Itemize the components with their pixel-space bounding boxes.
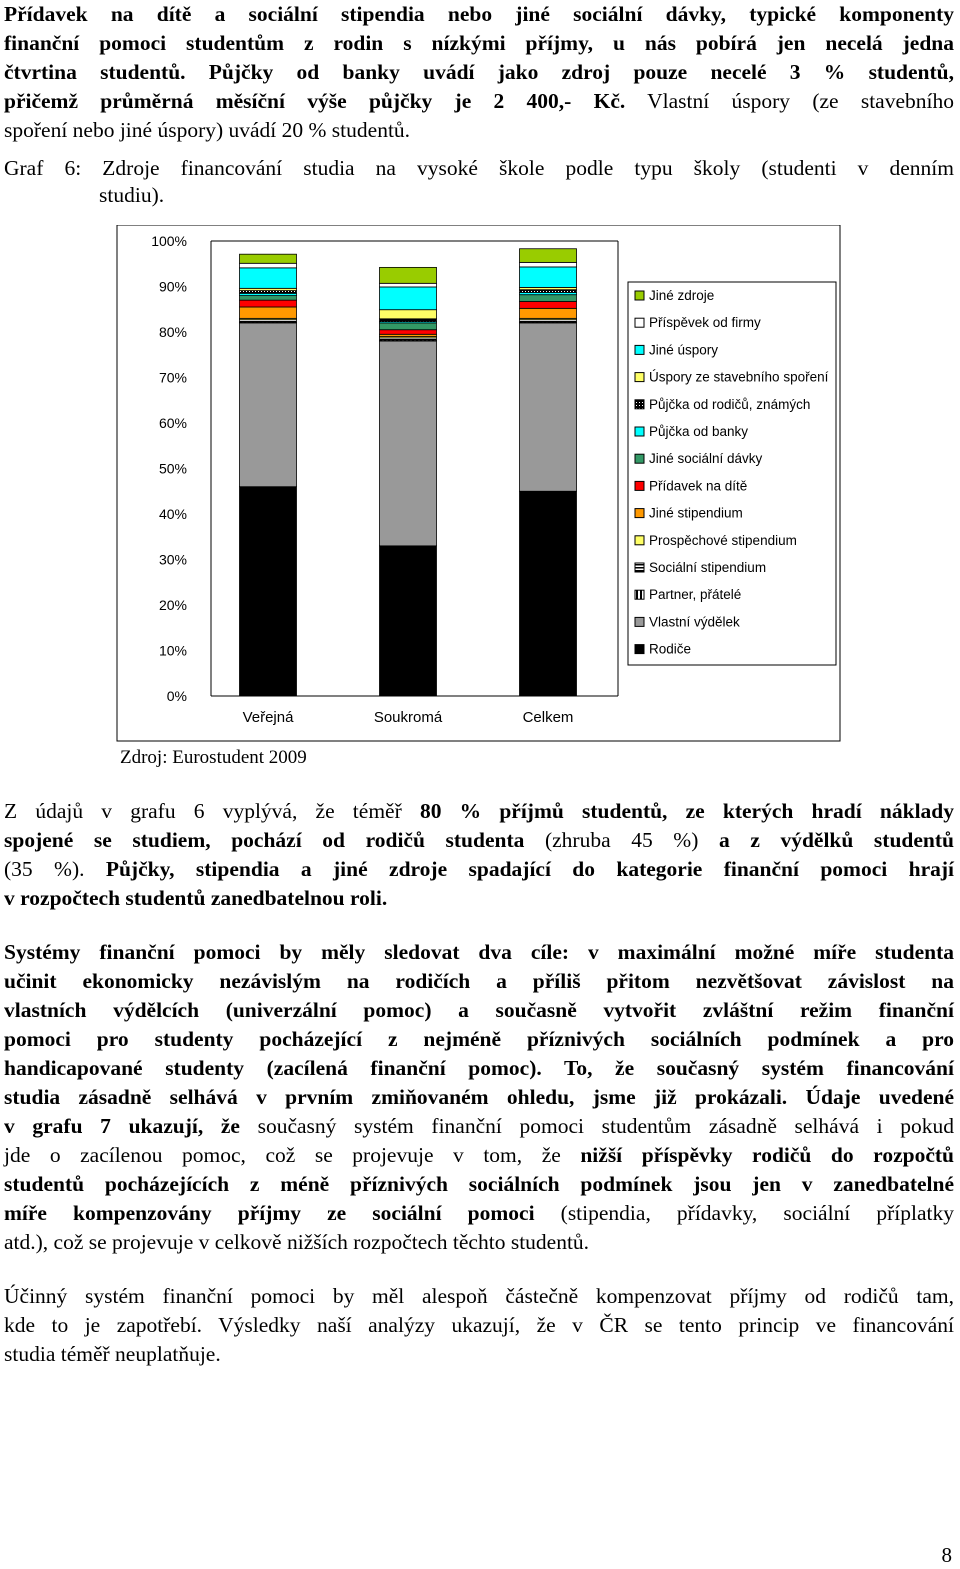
- legend-label: Přídavek na dítě: [649, 478, 748, 494]
- bar-segment: [240, 268, 297, 288]
- bar-segment: [520, 295, 577, 302]
- p2-part-h: v rozpočtech studentů zanedbatelnou roli.: [4, 886, 388, 910]
- bar-segment: [520, 249, 577, 263]
- intro-line-5: spoření nebo jiné úspory) uvádí 20 % studentů.: [4, 118, 411, 142]
- p3-line-5: handicapované studenty (zacílená finanční pomoc). To, že současný systém financování: [4, 1056, 954, 1080]
- bar-segment: [380, 283, 437, 287]
- bar-segment: [240, 300, 297, 307]
- p2-part-a: Z údajů v grafu 6 vyplývá, že téměř: [4, 799, 420, 823]
- caption-line-2: studiu).: [99, 183, 165, 207]
- stacked-bar-chart: [0, 225, 960, 745]
- chart-source: Zdroj: Eurostudent 2009: [120, 747, 307, 768]
- bar-segment: [380, 310, 437, 319]
- bars: [240, 249, 577, 696]
- legend-swatch: [635, 617, 644, 626]
- bar-segment: [520, 323, 577, 491]
- paragraph-findings: [4, 797, 954, 913]
- p3-line-2: učinit ekonomicky nezávislým na rodičích a příliš přitom nezvětšovat závislost na: [4, 969, 954, 993]
- p3-line-7a: v grafu 7 ukazují, že: [4, 1114, 240, 1138]
- legend-label: Vlastní výdělek: [649, 614, 740, 630]
- legend-swatch: [635, 645, 644, 654]
- bar-segment: [520, 262, 577, 267]
- legend-swatch: [635, 481, 644, 490]
- bar-segment: [380, 323, 437, 330]
- legend-swatch: [635, 345, 644, 354]
- legend-label: Příspěvek od firmy: [649, 315, 761, 331]
- bar-segment: [380, 287, 437, 310]
- bar-segment: [380, 330, 437, 335]
- legend-label: Půjčka od rodičů, známých: [649, 396, 811, 412]
- bar-segment: [520, 267, 577, 287]
- bar-segment: [520, 302, 577, 309]
- paragraph-conclusion: [4, 1282, 954, 1369]
- x-tick-label: Celkem: [522, 709, 574, 726]
- y-tick-label: 80%: [158, 324, 187, 340]
- y-tick-label: 50%: [158, 460, 187, 477]
- legend-swatch: [635, 400, 644, 409]
- y-tick-label: 60%: [158, 415, 187, 431]
- y-tick-label: 100%: [151, 233, 187, 249]
- bar-segment: [240, 291, 297, 294]
- bar-segment: [240, 323, 297, 487]
- figure-caption: [4, 155, 954, 209]
- bar-segment: [520, 290, 577, 293]
- intro-line-4: přičemž průměrná měsíční výše půjčky je 2 400,- Kč.: [4, 89, 626, 113]
- bar-segment: [520, 308, 577, 318]
- legend-swatch: [635, 563, 644, 572]
- legend-box: [628, 282, 836, 665]
- y-tick-label: 30%: [158, 551, 187, 568]
- legend-label: Jiné sociální dávky: [649, 451, 763, 467]
- legend-label: Jiné úspory: [649, 342, 719, 358]
- x-tick-label: Veřejná: [242, 709, 294, 726]
- bar-segment: [380, 341, 437, 546]
- p3-line-8b: nižší příspěvky rodičů do rozpočtů: [580, 1143, 954, 1167]
- p4-line-3: studia téměř neuplatňuje.: [4, 1342, 221, 1366]
- p3-line-3: vlastních výdělcích (univerzální pomoc) a současně vytvořit zvláštní režim finanční: [4, 998, 954, 1022]
- caption-line-1: Graf 6: Zdroje financování studia na vysoké škole podle typu školy (studenti v denním: [4, 156, 954, 180]
- bar-segment: [380, 319, 437, 322]
- bar-segment: [240, 296, 297, 301]
- p2-part-b: 80 % příjmů studentů, ze kterých hradí náklady: [419, 799, 954, 823]
- y-tick-label: 20%: [158, 597, 187, 613]
- bar-segment: [240, 254, 297, 263]
- intro-line-3: čtvrtina studentů. Půjčky od banky uvádí jako zdroj pouze necelé 3 % studentů,: [4, 60, 954, 84]
- y-tick-label: 40%: [158, 506, 187, 522]
- bar-segment: [240, 307, 297, 318]
- p3-line-10b: (stipendia, přídavky, sociální příplatky: [534, 1201, 954, 1225]
- legend-swatch: [635, 536, 644, 545]
- p2-part-e: a z výdělků studentů: [718, 828, 954, 852]
- intro-line-2: finanční pomoci studentům z rodin s nízkými příjmy, u nás pobírá jen necelá jedna: [4, 31, 954, 55]
- p3-line-1: Systémy finanční pomoci by měly sledovat dva cíle: v maximální možné míře studenta: [4, 940, 954, 964]
- legend-label: Jiné stipendium: [649, 505, 743, 521]
- paragraph-systems: [4, 938, 954, 1257]
- legend-swatch: [635, 454, 644, 463]
- page-number: 8: [941, 1543, 952, 1567]
- p2-part-f: (35 %).: [4, 857, 106, 881]
- x-tick-label: Soukromá: [373, 709, 443, 726]
- p2-part-g: Půjčky, stipendia a jiné zdroje spadající do kategorie finanční pomoci hrají: [105, 857, 954, 881]
- p4-line-2: kde to je zapotřebí. Výsledky naší analýzy ukazují, že v ČR se tento princip ve financování: [4, 1313, 954, 1337]
- legend-label: Partner, přátelé: [649, 587, 742, 603]
- intro-line-1: Přídavek na dítě a sociální stipendia nebo jiné sociální dávky, typické komponenty: [4, 2, 954, 26]
- intro-line-4b: Vlastní úspory (ze stavebního: [625, 89, 954, 113]
- legend-swatch: [635, 318, 644, 327]
- p4-line-1: Účinný systém finanční pomoci by měl alespoň částečně kompenzovat příjmy od rodičů tam,: [4, 1284, 954, 1308]
- legend-label: Sociální stipendium: [649, 560, 767, 575]
- legend-swatch: [635, 590, 644, 599]
- bar-segment: [240, 263, 297, 268]
- p3-line-11: atd.), což se projevuje v celkově nižších rozpočtech těchto studentů.: [4, 1230, 590, 1254]
- y-tick-label: 90%: [158, 278, 187, 295]
- bar-segment: [380, 267, 437, 283]
- p3-line-4: pomoci pro studenty pocházející z nejméně příznivých sociálních podmínek a pro: [4, 1027, 954, 1051]
- bar-segment: [380, 546, 437, 696]
- legend-label: Půjčka od banky: [649, 424, 749, 439]
- p3-line-9: studentů pocházejících z méně příznivých sociálních podmínek jsou jen v zanedbatelné: [4, 1172, 954, 1196]
- y-tick-label: 0%: [166, 688, 187, 704]
- p3-line-10a: míře kompenzovány příjmy ze sociální pomoci: [4, 1201, 535, 1225]
- bar-segment: [240, 487, 297, 696]
- legend-label: Jiné zdroje: [649, 288, 715, 303]
- legend-swatch: [635, 509, 644, 518]
- p2-part-d: (zhruba 45 %): [524, 828, 719, 852]
- p3-line-7b: současný systém finanční pomoci studentům zásadně selhává i pokud: [239, 1114, 954, 1138]
- legend-label: Prospěchové stipendium: [649, 532, 797, 548]
- legend-label: Rodiče: [649, 641, 692, 657]
- legend-swatch: [635, 373, 644, 382]
- p3-line-6: studia zásadně selhává v prvním zmiňovaném ohledu, jsme již prokázali. Údaje uvedené: [4, 1085, 954, 1109]
- legend-swatch: [635, 427, 644, 436]
- x-axis: [243, 709, 574, 726]
- legend-label: Úspory ze stavebního spoření: [649, 369, 829, 385]
- y-tick-label: 70%: [158, 369, 187, 386]
- p2-part-c: spojené se studiem, pochází od rodičů studenta: [4, 828, 525, 852]
- legend-swatch: [635, 291, 644, 300]
- bar-segment: [520, 491, 577, 696]
- y-tick-label: 10%: [158, 642, 187, 659]
- p3-line-8a: jde o zacílenou pomoc, což se projevuje v tom, že: [4, 1143, 581, 1167]
- paragraph-intro: [4, 0, 954, 145]
